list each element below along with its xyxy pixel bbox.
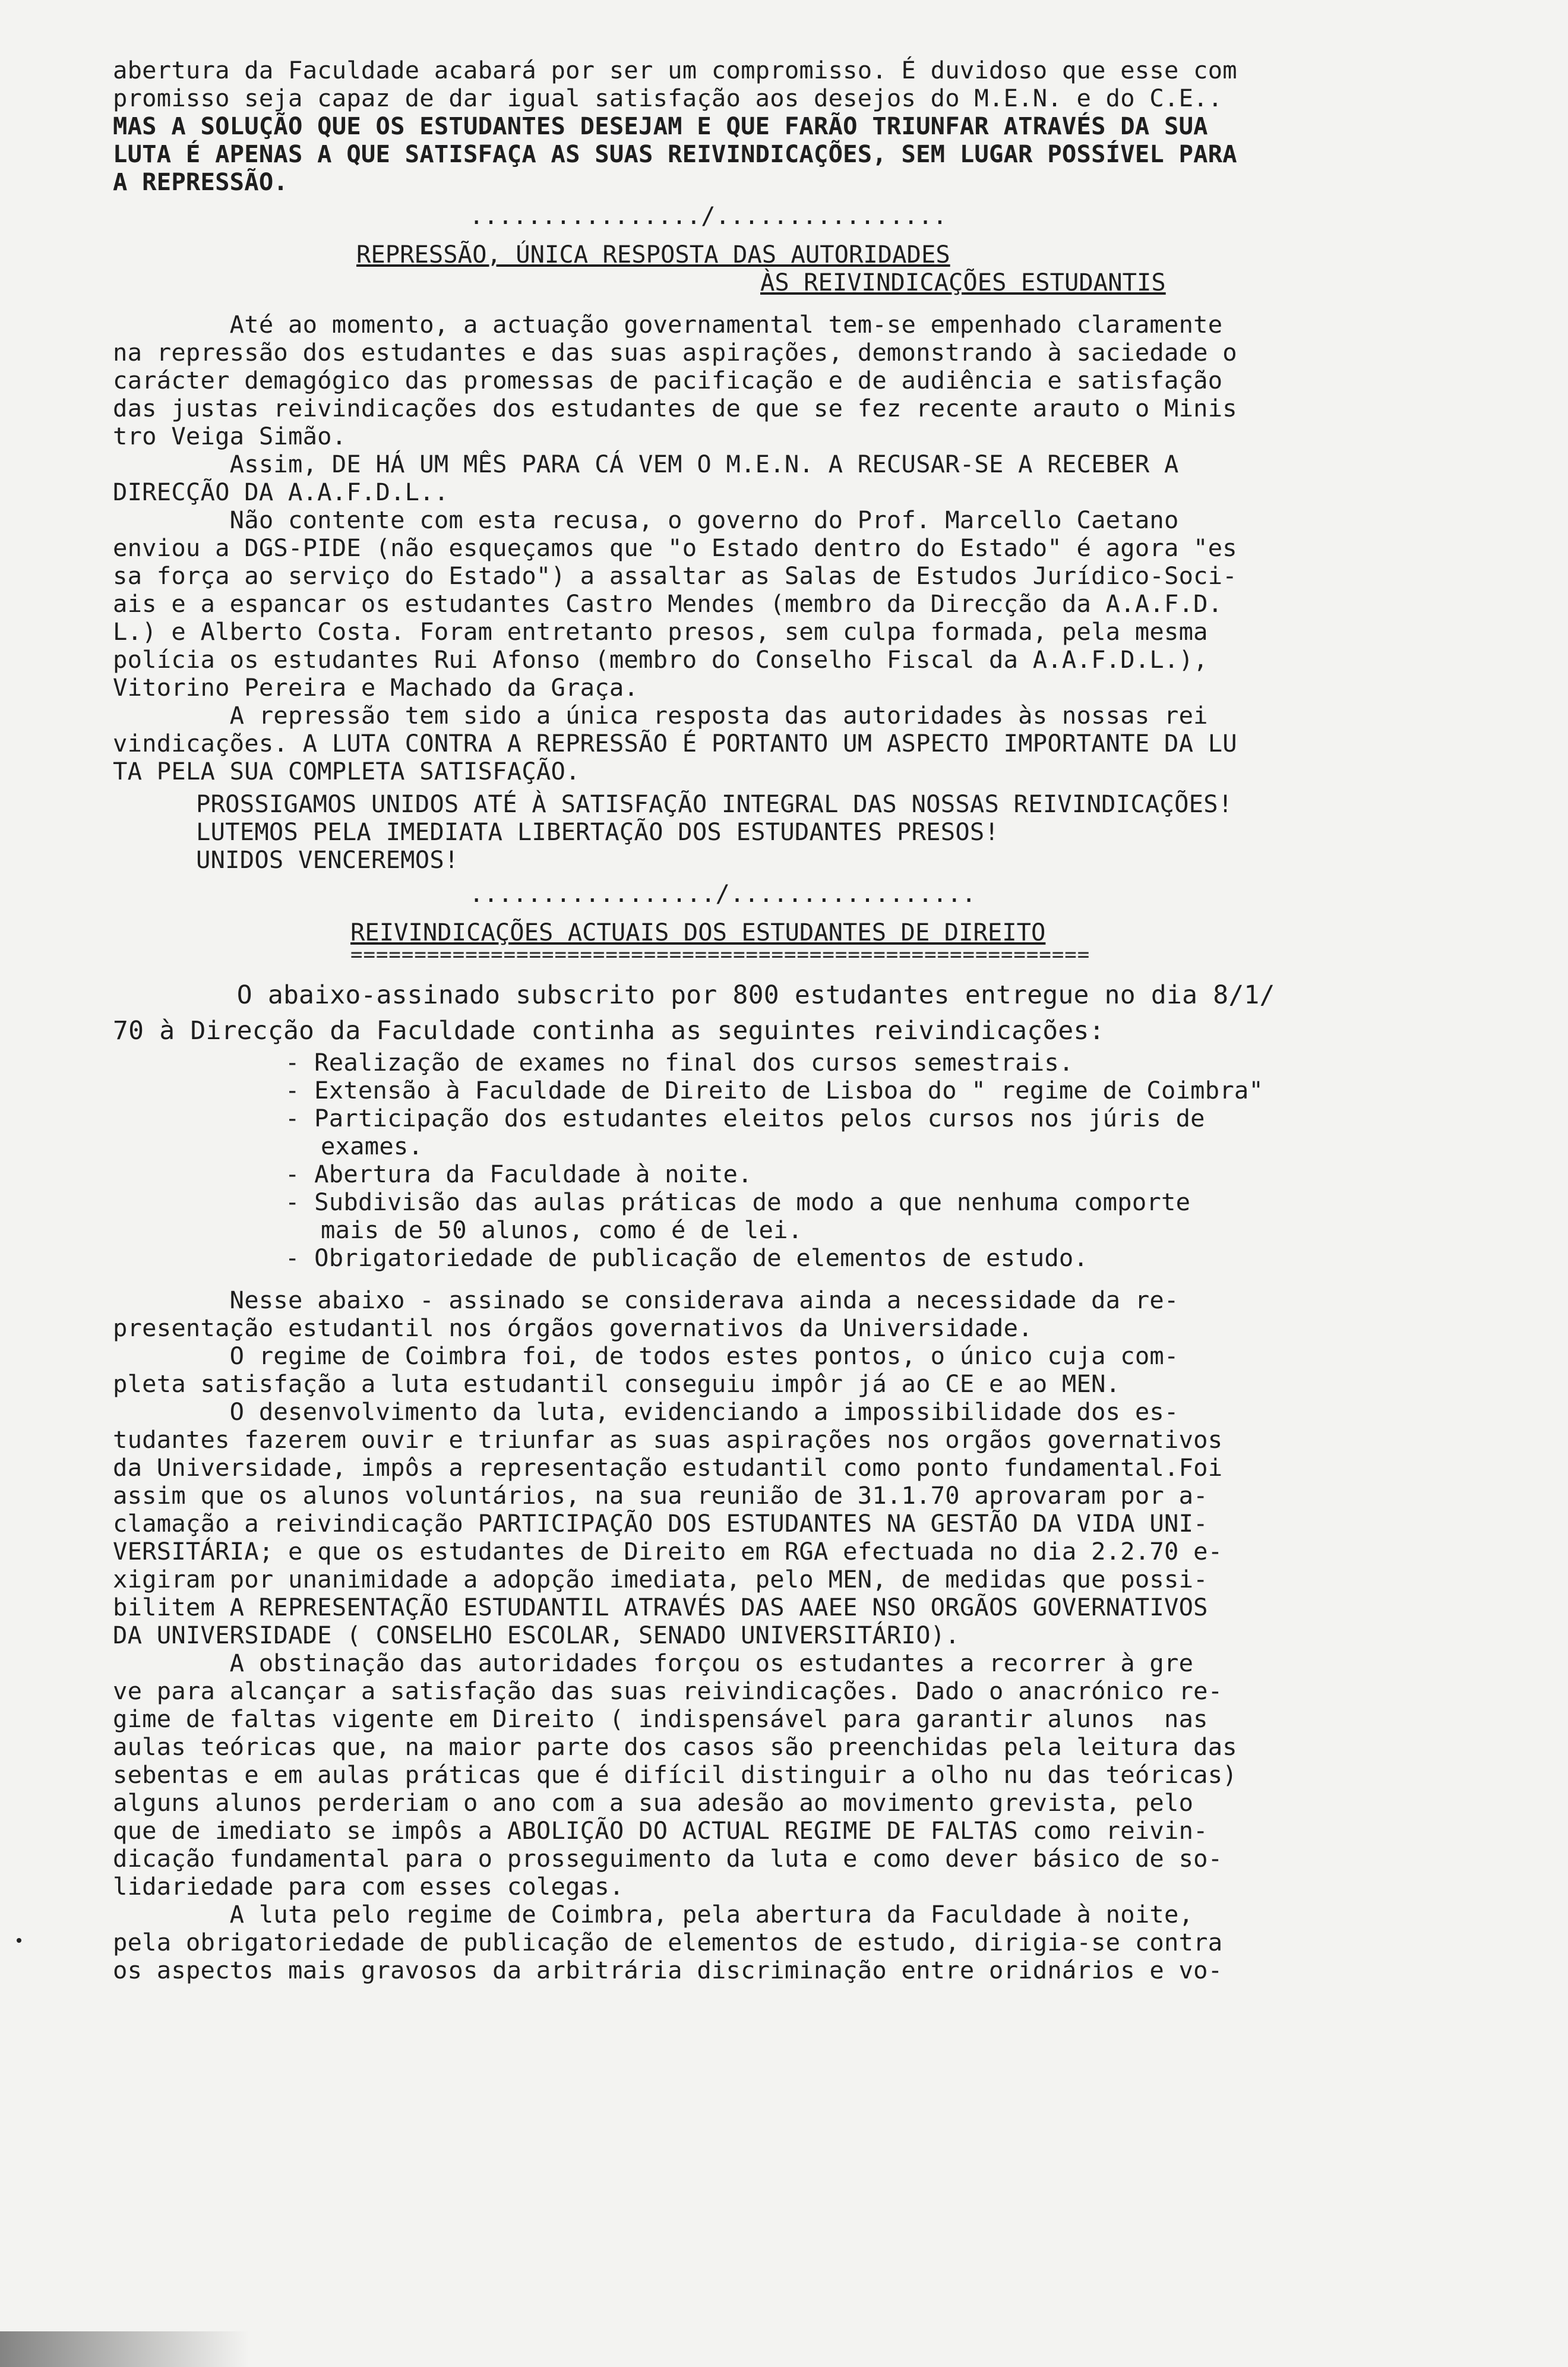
section-heading: REPRESSÃO, ÚNICA RESPOSTA DAS AUTORIDADES (356, 240, 950, 269)
text-line: da Universidade, impôs a representação estudantil como ponto fundamental.Foi (113, 1453, 1223, 1482)
text-line: clamação a reivindicação PARTICIPAÇÃO DOS ESTUDANTES NA GESTÃO DA VIDA UNI- (113, 1509, 1208, 1538)
text-line: ve para alcançar a satisfação das suas reivindicações. Dado o anacrónico re- (113, 1677, 1223, 1705)
slogan: LUTEMOS PELA IMEDIATA LIBERTAÇÃO DOS ESTUDANTES PRESOS! (196, 818, 1000, 846)
text-line: assim que os alunos voluntários, na sua reunião de 31.1.70 aprovaram por a- (113, 1481, 1208, 1510)
ink-spot (17, 1938, 21, 1943)
text-line: presentação estudantil nos órgãos governativos da Universidade. (113, 1314, 1033, 1342)
text-line: pleta satisfação a luta estudantil conseguiu impôr já ao CE e ao MEN. (113, 1369, 1121, 1398)
text-line: DA UNIVERSIDADE ( CONSELHO ESCOLAR, SENADO UNIVERSITÁRIO). (113, 1621, 960, 1649)
text-line: A obstinação das autoridades forçou os estudantes a recorrer à gre (113, 1649, 1194, 1677)
text-line: enviou a DGS-PIDE (não esqueçamos que "o Estado dentro do Estado" é agora "es (113, 534, 1237, 562)
text-line: sebentas e em aulas práticas que é difícil distinguir a olho nu das teóricas) (113, 1760, 1237, 1789)
text-line: Vitorino Pereira e Machado da Graça. (113, 673, 638, 702)
text-line: O abaixo-assinado subscrito por 800 estudantes entregue no dia 8/1/ (113, 980, 1275, 1010)
text-line: Nesse abaixo - assinado se considerava ainda a necessidade da re- (113, 1286, 1179, 1314)
lead-paragraph (113, 977, 1473, 1049)
list-item: - Subdivisão das aulas práticas de modo a que nenhuma comporte (285, 1188, 1191, 1216)
text-line: bilitem A REPRESENTAÇÃO ESTUDANTIL ATRAVÉS DAS AAEE NSO ORGÃOS GOVERNATIVOS (113, 1593, 1208, 1621)
text-line: tudantes fazerem ouvir e triunfar as suas aspirações nos orgãos governativos (113, 1425, 1223, 1454)
text-line: Até ao momento, a actuação governamental tem-se empenhado claramente (113, 310, 1223, 339)
text-line: pela obrigatoriedade de publicação de elementos de estudo, dirigia-se contra (113, 1928, 1223, 1956)
text-line: carácter demagógico das promessas de pacificação e de audiência e satisfação (113, 366, 1223, 394)
list-item: - Obrigatoriedade de publicação de elementos de estudo. (285, 1244, 1089, 1272)
paragraph (113, 702, 1473, 785)
text-line: MAS A SOLUÇÃO QUE OS ESTUDANTES DESEJAM E QUE FARÃO TRIUNFAR ATRAVÉS DA SUA (113, 112, 1208, 140)
slogan: UNIDOS VENCEREMOS! (196, 845, 459, 874)
paragraph (113, 450, 1473, 506)
text-line: A repressão tem sido a única resposta das autoridades às nossas rei (113, 701, 1208, 730)
paragraph (113, 1398, 1473, 1649)
text-line: aulas teóricas que, na maior parte dos casos são preenchidas pela leitura das (113, 1732, 1237, 1761)
paragraph (113, 1342, 1473, 1398)
separator: ................./................. (469, 879, 976, 908)
text-line: TA PELA SUA COMPLETA SATISFAÇÃO. (113, 757, 580, 785)
section-heading: ÀS REIVINDICAÇÕES ESTUDANTIS (760, 268, 1166, 296)
text-line: dicação fundamental para o prosseguimento da luta e como dever básico de so- (113, 1844, 1223, 1873)
paragraph (113, 311, 1473, 450)
list-item: - Realização de exames no final dos cursos semestrais. (285, 1048, 1074, 1077)
text-line: alguns alunos perderiam o ano com a sua adesão ao movimento grevista, pelo (113, 1788, 1194, 1817)
paragraph (113, 1286, 1473, 1342)
paragraph (113, 1649, 1473, 1901)
text-line: xigiram por unanimidade a adopção imediata, pelo MEN, de medidas que possi- (113, 1565, 1208, 1593)
text-line: VERSITÁRIA; e que os estudantes de Direito em RGA efectuada no dia 2.2.70 e- (113, 1537, 1223, 1566)
text-line: L.) e Alberto Costa. Foram entretanto presos, sem culpa formada, pela mesma (113, 617, 1208, 646)
list-item-continuation: mais de 50 alunos, como é de lei. (321, 1216, 803, 1244)
separator: ................/................ (469, 201, 947, 230)
text-line: LUTA É APENAS A QUE SATISFAÇA AS SUAS REIVINDICAÇÕES, SEM LUGAR POSSÍVEL PARA (113, 140, 1237, 168)
demands-list (113, 1049, 1473, 1272)
text-line: os aspectos mais gravosos da arbitrária discriminação entre oridnários e vo- (113, 1956, 1223, 1984)
paragraph (113, 1901, 1473, 1984)
text-line: das justas reivindicações dos estudantes de que se fez recente arauto o Minis (113, 394, 1237, 422)
text-line: Assim, DE HÁ UM MÊS PARA CÁ VEM O M.E.N. A RECUSAR-SE A RECEBER A (113, 450, 1179, 478)
text-line: que de imediato se impôs a ABOLIÇÃO DO ACTUAL REGIME DE FALTAS como reivin- (113, 1816, 1208, 1845)
text-line: O regime de Coimbra foi, de todos estes pontos, o único cuja com- (113, 1342, 1179, 1370)
text-line: 70 à Direcção da Faculdade continha as seguintes reivindicações: (113, 1016, 1105, 1046)
slogan: PROSSIGAMOS UNIDOS ATÉ À SATISFAÇÃO INTEGRAL DAS NOSSAS REIVINDICAÇÕES! (196, 790, 1233, 818)
text-line: na repressão dos estudantes e das suas aspirações, demonstrando à saciedade o (113, 338, 1237, 367)
intro-paragraph (113, 56, 1473, 196)
text-line: ais e a espancar os estudantes Castro Mendes (membro da Direcção da A.A.F.D. (113, 589, 1223, 618)
text-line: O desenvolvimento da luta, evidenciando a impossibilidade dos es- (113, 1397, 1179, 1426)
text-line: sa força ao serviço do Estado") a assaltar as Salas de Estudos Jurídico-Soci- (113, 561, 1237, 590)
text-line: A REPRESSÃO. (113, 168, 288, 196)
text-line: lidariedade para com esses colegas. (113, 1872, 624, 1901)
list-item: - Abertura da Faculdade à noite. (285, 1160, 753, 1188)
text-line: abertura da Faculdade acabará por ser um compromisso. É duvidoso que esse com (113, 56, 1237, 84)
text-line: DIRECÇÃO DA A.A.F.D.L.. (113, 478, 449, 506)
section-heading: REIVINDICAÇÕES ACTUAIS DOS ESTUDANTES DE DIREITO (350, 918, 1046, 946)
paragraph (113, 506, 1473, 702)
page-edge-stain (0, 2331, 249, 2367)
slogans (113, 790, 1473, 874)
text-line: promisso seja capaz de dar igual satisfação aos desejos do M.E.N. e do C.E.. (113, 84, 1223, 112)
list-item: - Extensão à Faculdade de Direito de Lisboa do " regime de Coimbra" (285, 1076, 1264, 1104)
text-line: polícia os estudantes Rui Afonso (membro do Conselho Fiscal da A.A.F.D.L.), (113, 645, 1208, 674)
list-item-continuation: exames. (321, 1132, 423, 1160)
text-line: tro Veiga Simão. (113, 422, 347, 450)
list-item: - Participação dos estudantes eleitos pelos cursos nos júris de (285, 1104, 1205, 1132)
text-line: Não contente com esta recusa, o governo do Prof. Marcello Caetano (113, 506, 1179, 534)
heading-rule: ========================================================== (350, 943, 1090, 967)
text-line: A luta pelo regime de Coimbra, pela abertura da Faculdade à noite, (113, 1900, 1194, 1929)
text-line: vindicações. A LUTA CONTRA A REPRESSÃO É PORTANTO UM ASPECTO IMPORTANTE DA LU (113, 729, 1237, 758)
text-line: gime de faltas vigente em Direito ( indispensável para garantir alunos nas (113, 1705, 1208, 1733)
